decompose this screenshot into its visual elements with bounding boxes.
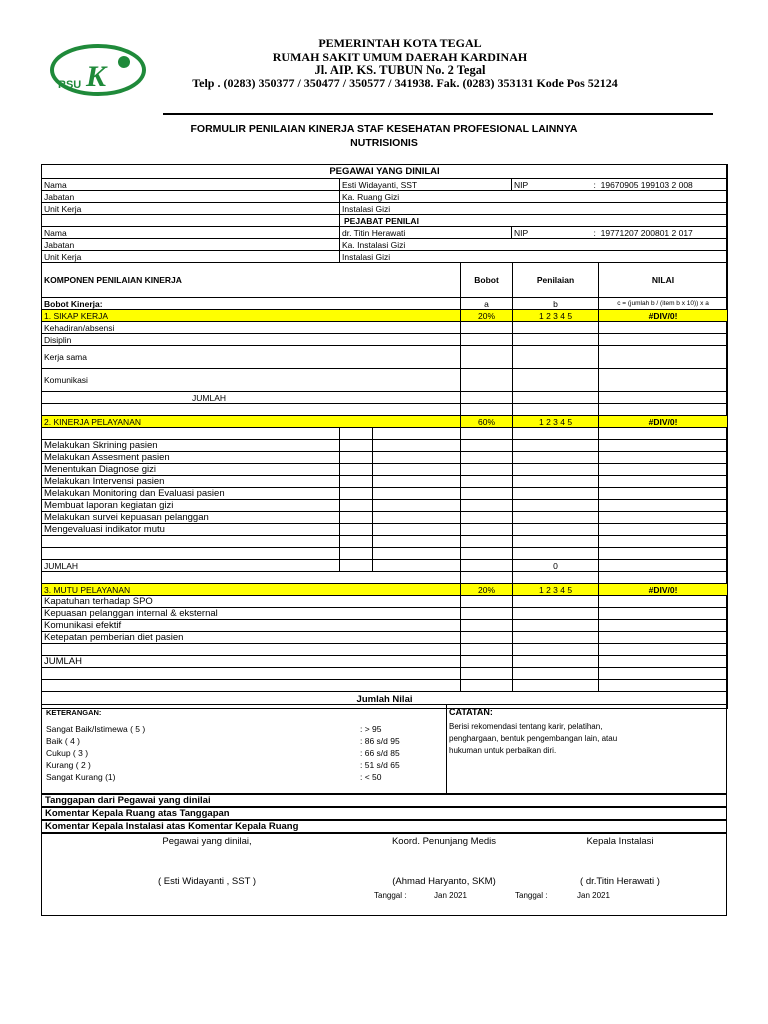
pelayanan-item: Melakukan Monitoring dan Evaluasi pasien <box>42 488 340 500</box>
sikap-scale: 1 2 3 4 5 <box>513 310 599 322</box>
pelayanan-scale: 1 2 3 4 5 <box>513 416 599 428</box>
sig3-title: Kepala Instalasi <box>586 836 654 847</box>
mutu-item: Kapatuhan terhadap SPO <box>42 596 461 608</box>
sig3-name: ( dr.Titin Herawati ) <box>580 876 660 887</box>
keterangan-label: Sangat Kurang (1) <box>46 772 116 782</box>
keterangan-range: : < 50 <box>360 772 382 782</box>
pegawai-nama: Esti Widayanti, SST <box>340 179 512 191</box>
mutu-item: Komunikasi efektif <box>42 620 461 632</box>
pelayanan-item: Membuat laporan kegiatan gizi <box>42 500 340 512</box>
keterangan-box <box>41 704 447 794</box>
header-rule <box>163 113 713 115</box>
pegawai-jabatan: Ka. Ruang Gizi <box>340 191 728 203</box>
sig3-tanggal-label: Tanggal : <box>515 891 548 900</box>
rsuk-logo <box>50 42 150 98</box>
keterangan-range: : 51 s/d 65 <box>360 760 400 770</box>
sig2-name: (Ahmad Haryanto, SKM) <box>392 876 496 887</box>
pejabat-heading: PEJABAT PENILAI <box>340 215 728 227</box>
pejabat-nip: 19771207 200801 2 017 <box>600 227 693 238</box>
pelayanan-jumlah: JUMLAH <box>42 560 340 572</box>
pejabat-nip-label: NIP <box>512 227 592 239</box>
catatan-line: hukuman untuk perbaikan diri. <box>449 746 557 755</box>
pelayanan-item: Menentukan Diagnose gizi <box>42 464 340 476</box>
pelayanan-jumlah-value: 0 <box>513 560 599 572</box>
logo-text: RSU <box>58 79 82 91</box>
keterangan-label: Cukup ( 3 ) <box>46 748 89 758</box>
pelayanan-bobot: 60% <box>461 416 513 428</box>
catatan-box <box>446 704 727 794</box>
keterangan-label: Baik ( 4 ) <box>46 736 81 746</box>
keterangan-label: Kurang ( 2 ) <box>46 760 91 770</box>
sikap-item: Kerja sama <box>42 346 461 369</box>
formula-a: a <box>461 298 513 310</box>
jumlah-nilai-label: Jumlah Nilai <box>42 692 728 709</box>
mutu-title: 3. MUTU PELAYANAN <box>42 584 461 596</box>
catatan-line: penghargaan, bentuk pengembangan lain, atau <box>449 734 618 743</box>
col-nilai: NILAI <box>599 263 728 298</box>
catatan-line: Berisi rekomendasi tentang karir, pelatihan, <box>449 722 603 731</box>
keterangan-range: : 66 s/d 85 <box>360 748 400 758</box>
pelayanan-nilai: #DIV/0! <box>599 416 728 428</box>
sig2-title: Koord. Penunjang Medis <box>391 836 497 847</box>
form-subtitle: NUTRISIONIS <box>350 137 418 149</box>
mutu-bobot: 20% <box>461 584 513 596</box>
sikap-item: Komunikasi <box>42 369 461 392</box>
sig2-tanggal: Jan 2021 <box>434 891 467 900</box>
sikap-title: 1. SIKAP KERJA <box>42 310 461 322</box>
logo-letter: K <box>86 60 107 93</box>
mutu-item: Ketepatan pemberian diet pasien <box>42 632 461 644</box>
pejabat-nama: dr. Titin Herawati <box>340 227 512 239</box>
pejabat-nama-label: Nama <box>42 227 340 239</box>
pelayanan-item: Melakukan Intervensi pasien <box>42 476 340 488</box>
sig2-tanggal-label: Tanggal : <box>374 891 407 900</box>
pegawai-nip-label: NIP <box>512 179 592 191</box>
catatan-heading: CATATAN: <box>449 707 493 717</box>
sikap-jumlah: JUMLAH <box>42 392 461 404</box>
pegawai-unit-label: Unit Kerja <box>42 203 340 215</box>
pejabat-jabatan-label: Jabatan <box>42 239 340 251</box>
col-penilaian: Penilaian <box>513 263 599 298</box>
komentar-kepala-ruang: Komentar Kepala Ruang atas Tanggapan <box>41 807 727 820</box>
mutu-scale: 1 2 3 4 5 <box>513 584 599 596</box>
pejabat-nip-colon: : <box>593 227 596 238</box>
pelayanan-item: Mengevaluasi indikator mutu <box>42 524 340 536</box>
pegawai-jabatan-label: Jabatan <box>42 191 340 203</box>
mutu-item: Kepuasan pelanggan internal & eksternal <box>42 608 461 620</box>
header-line3: Jl. AIP. KS. TUBUN No. 2 Tegal <box>314 63 486 77</box>
pelayanan-item: Melakukan Skrining pasien <box>42 440 340 452</box>
pegawai-nama-label: Nama <box>42 179 340 191</box>
pegawai-nip: 19670905 199103 2 008 <box>600 179 693 190</box>
sig3-tanggal: Jan 2021 <box>577 891 610 900</box>
pegawai-heading: PEGAWAI YANG DINILAI <box>42 165 728 179</box>
header-line2: RUMAH SAKIT UMUM DAERAH KARDINAH <box>272 50 528 64</box>
assessment-table <box>41 262 728 709</box>
col-bobot: Bobot <box>461 263 513 298</box>
pelayanan-title: 2. KINERJA PELAYANAN <box>42 416 461 428</box>
sig1-name: ( Esti Widayanti , SST ) <box>157 876 256 887</box>
formula-b: b <box>513 298 599 310</box>
formula-label: Bobot Kinerja: <box>42 298 461 310</box>
mutu-jumlah: JUMLAH <box>42 656 461 668</box>
sikap-bobot: 20% <box>461 310 513 322</box>
formula-c: c = (jumlah b / (item b x 10)) x a <box>599 298 728 310</box>
keterangan-range: : 86 s/d 95 <box>360 736 400 746</box>
header-line1: PEMERINTAH KOTA TEGAL <box>318 36 482 50</box>
signature-area <box>41 833 727 916</box>
identity-table <box>41 164 728 263</box>
tanggapan-pegawai: Tanggapan dari Pegawai yang dinilai <box>41 794 727 807</box>
sig1-title: Pegawai yang dinilai, <box>162 836 252 847</box>
sikap-nilai: #DIV/0! <box>599 310 728 322</box>
keterangan-heading: KETERANGAN: <box>46 708 102 717</box>
keterangan-label: Sangat Baik/Istimewa ( 5 ) <box>46 724 146 734</box>
pejabat-jabatan: Ka. Instalasi Gizi <box>340 239 728 251</box>
mutu-nilai: #DIV/0! <box>599 584 728 596</box>
form-title: FORMULIR PENILAIAN KINERJA STAF KESEHATAN PROFESIONAL LAINNYA <box>190 123 578 135</box>
keterangan-range: : > 95 <box>360 724 382 734</box>
col-komponen: KOMPONEN PENILAIAN KINERJA <box>42 263 461 298</box>
pelayanan-item: Melakukan Assesment pasien <box>42 452 340 464</box>
pegawai-nip-colon: : <box>593 179 596 190</box>
sikap-item: Disiplin <box>42 334 461 346</box>
pegawai-unit: Instalasi Gizi <box>340 203 728 215</box>
header-line4: Telp . (0283) 350377 / 350477 / 350577 / 341938. Fak. (0283) 353131 Kode Pos 52124 <box>192 76 618 90</box>
pejabat-unit-label: Unit Kerja <box>42 251 340 263</box>
sikap-item: Kehadiran/absensi <box>42 322 461 334</box>
pejabat-unit: Instalasi Gizi <box>340 251 728 263</box>
pelayanan-item: Melakukan survei kepuasan pelanggan <box>42 512 340 524</box>
komentar-kepala-instalasi: Komentar Kepala Instalasi atas Komentar Kepala Ruang <box>41 820 727 833</box>
